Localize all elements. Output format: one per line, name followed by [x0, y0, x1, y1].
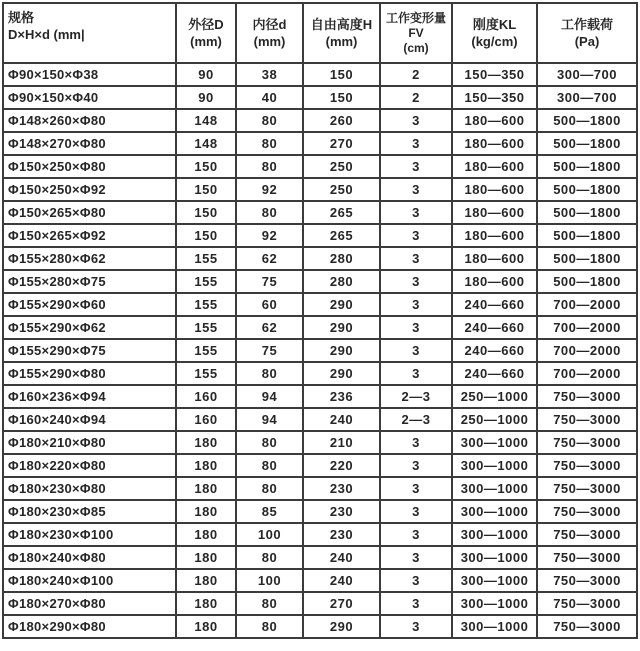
- value-cell: 80: [236, 155, 303, 178]
- value-cell: 3: [380, 569, 452, 592]
- value-cell: 85: [236, 500, 303, 523]
- column-header-6: [537, 3, 637, 63]
- spec-cell: Φ150×250×Φ92: [3, 178, 176, 201]
- value-cell: 3: [380, 339, 452, 362]
- value-cell: 2: [380, 86, 452, 109]
- value-cell: 148: [176, 109, 236, 132]
- value-cell: 150: [303, 86, 380, 109]
- value-cell: 236: [303, 385, 380, 408]
- value-cell: 300—1000: [452, 592, 537, 615]
- spec-cell: Φ90×150×Φ38: [3, 63, 176, 86]
- value-cell: 500—1800: [537, 132, 637, 155]
- column-header-2-line-1: (mm): [253, 34, 286, 49]
- value-cell: 3: [380, 132, 452, 155]
- value-cell: 500—1800: [537, 178, 637, 201]
- spec-cell: Φ155×290×Φ62: [3, 316, 176, 339]
- column-header-3: [303, 3, 380, 63]
- value-cell: 155: [176, 339, 236, 362]
- value-cell: 150: [176, 178, 236, 201]
- spec-cell: Φ150×250×Φ80: [3, 155, 176, 178]
- value-cell: 100: [236, 523, 303, 546]
- table-row: [3, 477, 637, 500]
- spec-cell: Φ155×280×Φ62: [3, 247, 176, 270]
- value-cell: 180—600: [452, 155, 537, 178]
- value-cell: 150—350: [452, 86, 537, 109]
- value-cell: 300—1000: [452, 615, 537, 638]
- value-cell: 80: [236, 431, 303, 454]
- spec-cell: Φ180×230×Φ100: [3, 523, 176, 546]
- column-header-1: [176, 3, 236, 63]
- value-cell: 240: [303, 546, 380, 569]
- column-header-6-line-0: 工作载荷: [560, 17, 613, 32]
- value-cell: 300—700: [537, 63, 637, 86]
- value-cell: 300—1000: [452, 477, 537, 500]
- value-cell: 148: [176, 132, 236, 155]
- value-cell: 180: [176, 477, 236, 500]
- value-cell: 80: [236, 132, 303, 155]
- value-cell: 750—3000: [537, 408, 637, 431]
- value-cell: 750—3000: [537, 385, 637, 408]
- spec-cell: Φ148×260×Φ80: [3, 109, 176, 132]
- value-cell: 3: [380, 155, 452, 178]
- spec-cell: Φ90×150×Φ40: [3, 86, 176, 109]
- value-cell: 180—600: [452, 247, 537, 270]
- table-row: [3, 224, 637, 247]
- value-cell: 155: [176, 293, 236, 316]
- value-cell: 75: [236, 339, 303, 362]
- value-cell: 300—1000: [452, 431, 537, 454]
- value-cell: 180: [176, 454, 236, 477]
- column-header-4-line-2: (cm): [403, 40, 429, 55]
- value-cell: 250—1000: [452, 408, 537, 431]
- value-cell: 300—1000: [452, 569, 537, 592]
- column-header-2-line-0: 内径d: [252, 17, 287, 32]
- value-cell: 750—3000: [537, 500, 637, 523]
- table-row: [3, 178, 637, 201]
- spec-cell: Φ180×230×Φ85: [3, 500, 176, 523]
- value-cell: 500—1800: [537, 155, 637, 178]
- value-cell: 150—350: [452, 63, 537, 86]
- value-cell: 3: [380, 201, 452, 224]
- value-cell: 3: [380, 431, 452, 454]
- value-cell: 3: [380, 224, 452, 247]
- spec-cell: Φ155×290×Φ75: [3, 339, 176, 362]
- value-cell: 750—3000: [537, 454, 637, 477]
- value-cell: 750—3000: [537, 546, 637, 569]
- spec-cell: Φ180×210×Φ80: [3, 431, 176, 454]
- value-cell: 500—1800: [537, 109, 637, 132]
- value-cell: 3: [380, 178, 452, 201]
- value-cell: 265: [303, 224, 380, 247]
- value-cell: 230: [303, 500, 380, 523]
- value-cell: 155: [176, 362, 236, 385]
- value-cell: 180—600: [452, 178, 537, 201]
- value-cell: 700—2000: [537, 316, 637, 339]
- table-row: [3, 569, 637, 592]
- value-cell: 290: [303, 293, 380, 316]
- header-row: [3, 3, 637, 63]
- value-cell: 3: [380, 109, 452, 132]
- value-cell: 80: [236, 477, 303, 500]
- value-cell: 500—1800: [537, 201, 637, 224]
- table-row: [3, 247, 637, 270]
- value-cell: 3: [380, 500, 452, 523]
- spec-cell: Φ148×270×Φ80: [3, 132, 176, 155]
- value-cell: 240—660: [452, 293, 537, 316]
- value-cell: 40: [236, 86, 303, 109]
- table-row: [3, 362, 637, 385]
- value-cell: 2: [380, 63, 452, 86]
- table-row: [3, 385, 637, 408]
- value-cell: 230: [303, 523, 380, 546]
- value-cell: 300—1000: [452, 546, 537, 569]
- column-header-5: [452, 3, 537, 63]
- value-cell: 3: [380, 247, 452, 270]
- value-cell: 80: [236, 109, 303, 132]
- column-header-2: [236, 3, 303, 63]
- spec-cell: Φ180×240×Φ100: [3, 569, 176, 592]
- value-cell: 750—3000: [537, 569, 637, 592]
- value-cell: 3: [380, 615, 452, 638]
- value-cell: 300—1000: [452, 500, 537, 523]
- value-cell: 180—600: [452, 109, 537, 132]
- value-cell: 180: [176, 592, 236, 615]
- spec-cell: Φ160×240×Φ94: [3, 408, 176, 431]
- value-cell: 160: [176, 385, 236, 408]
- spec-cell: Φ155×290×Φ60: [3, 293, 176, 316]
- value-cell: 180: [176, 523, 236, 546]
- value-cell: 3: [380, 454, 452, 477]
- value-cell: 240—660: [452, 316, 537, 339]
- value-cell: 290: [303, 339, 380, 362]
- spec-cell: Φ150×265×Φ80: [3, 201, 176, 224]
- value-cell: 700—2000: [537, 293, 637, 316]
- value-cell: 90: [176, 63, 236, 86]
- value-cell: 240: [303, 569, 380, 592]
- value-cell: 155: [176, 247, 236, 270]
- value-cell: 3: [380, 293, 452, 316]
- value-cell: 280: [303, 270, 380, 293]
- column-header-0-line-0: 规格: [8, 10, 35, 25]
- value-cell: 180: [176, 615, 236, 638]
- value-cell: 290: [303, 362, 380, 385]
- value-cell: 3: [380, 592, 452, 615]
- value-cell: 230: [303, 477, 380, 500]
- value-cell: 180—600: [452, 224, 537, 247]
- value-cell: 80: [236, 615, 303, 638]
- table-row: [3, 63, 637, 86]
- value-cell: 750—3000: [537, 431, 637, 454]
- column-header-3-line-0: 自由高度H: [310, 17, 373, 32]
- value-cell: 180: [176, 431, 236, 454]
- column-header-1-line-0: 外径D: [188, 17, 224, 32]
- table-header: [3, 3, 637, 63]
- column-header-1-line-1: (mm): [190, 34, 222, 49]
- value-cell: 250—1000: [452, 385, 537, 408]
- value-cell: 300—1000: [452, 523, 537, 546]
- column-header-6-line-1: (Pa): [574, 34, 600, 49]
- value-cell: 90: [176, 86, 236, 109]
- value-cell: 150: [176, 224, 236, 247]
- value-cell: 155: [176, 270, 236, 293]
- value-cell: 92: [236, 224, 303, 247]
- value-cell: 750—3000: [537, 592, 637, 615]
- value-cell: 62: [236, 247, 303, 270]
- value-cell: 500—1800: [537, 247, 637, 270]
- table-row: [3, 339, 637, 362]
- value-cell: 750—3000: [537, 477, 637, 500]
- value-cell: 300—700: [537, 86, 637, 109]
- value-cell: 3: [380, 362, 452, 385]
- value-cell: 500—1800: [537, 224, 637, 247]
- value-cell: 270: [303, 132, 380, 155]
- value-cell: 210: [303, 431, 380, 454]
- table-row: [3, 270, 637, 293]
- value-cell: 180—600: [452, 132, 537, 155]
- value-cell: 80: [236, 454, 303, 477]
- value-cell: 500—1800: [537, 270, 637, 293]
- table-row: [3, 86, 637, 109]
- value-cell: 180: [176, 569, 236, 592]
- table-row: [3, 155, 637, 178]
- value-cell: 240—660: [452, 362, 537, 385]
- table-row: [3, 132, 637, 155]
- value-cell: 290: [303, 316, 380, 339]
- value-cell: 700—2000: [537, 339, 637, 362]
- value-cell: 180—600: [452, 201, 537, 224]
- table-row: [3, 408, 637, 431]
- value-cell: 180: [176, 546, 236, 569]
- spec-cell: Φ180×290×Φ80: [3, 615, 176, 638]
- spec-cell: Φ160×236×Φ94: [3, 385, 176, 408]
- value-cell: 290: [303, 615, 380, 638]
- value-cell: 240—660: [452, 339, 537, 362]
- table-row: [3, 293, 637, 316]
- value-cell: 75: [236, 270, 303, 293]
- value-cell: 155: [176, 316, 236, 339]
- spec-cell: Φ180×230×Φ80: [3, 477, 176, 500]
- value-cell: 3: [380, 477, 452, 500]
- value-cell: 2—3: [380, 408, 452, 431]
- value-cell: 94: [236, 385, 303, 408]
- value-cell: 80: [236, 546, 303, 569]
- value-cell: 80: [236, 201, 303, 224]
- value-cell: 180—600: [452, 270, 537, 293]
- value-cell: 180: [176, 500, 236, 523]
- value-cell: 2—3: [380, 385, 452, 408]
- spec-cell: Φ180×240×Φ80: [3, 546, 176, 569]
- table-row: [3, 201, 637, 224]
- value-cell: 220: [303, 454, 380, 477]
- value-cell: 80: [236, 592, 303, 615]
- value-cell: 700—2000: [537, 362, 637, 385]
- value-cell: 3: [380, 270, 452, 293]
- column-header-5-line-0: 刚度KL: [472, 17, 517, 32]
- table-row: [3, 615, 637, 638]
- spec-cell: Φ155×290×Φ80: [3, 362, 176, 385]
- value-cell: 265: [303, 201, 380, 224]
- value-cell: 250: [303, 155, 380, 178]
- spec-cell: Φ180×220×Φ80: [3, 454, 176, 477]
- table-row: [3, 109, 637, 132]
- value-cell: 100: [236, 569, 303, 592]
- value-cell: 3: [380, 316, 452, 339]
- value-cell: 80: [236, 362, 303, 385]
- table-row: [3, 592, 637, 615]
- spec-cell: Φ150×265×Φ92: [3, 224, 176, 247]
- column-header-0: [3, 3, 176, 63]
- spec-table: [2, 2, 638, 639]
- value-cell: 160: [176, 408, 236, 431]
- value-cell: 62: [236, 316, 303, 339]
- value-cell: 250: [303, 178, 380, 201]
- value-cell: 92: [236, 178, 303, 201]
- table-row: [3, 546, 637, 569]
- column-header-4: [380, 3, 452, 63]
- value-cell: 150: [303, 63, 380, 86]
- spec-cell: Φ180×270×Φ80: [3, 592, 176, 615]
- value-cell: 3: [380, 546, 452, 569]
- value-cell: 300—1000: [452, 454, 537, 477]
- table-row: [3, 523, 637, 546]
- column-header-4-line-0: 工作变形量: [385, 10, 446, 25]
- table-row: [3, 316, 637, 339]
- column-header-3-line-1: (mm): [325, 34, 358, 49]
- table-row: [3, 454, 637, 477]
- column-header-4-line-1: FV: [408, 25, 424, 40]
- value-cell: 260: [303, 109, 380, 132]
- value-cell: 3: [380, 523, 452, 546]
- value-cell: 60: [236, 293, 303, 316]
- spec-cell: Φ155×280×Φ75: [3, 270, 176, 293]
- value-cell: 150: [176, 155, 236, 178]
- column-header-0-line-1: D×H×d (mm|: [8, 27, 85, 42]
- value-cell: 94: [236, 408, 303, 431]
- value-cell: 270: [303, 592, 380, 615]
- value-cell: 750—3000: [537, 615, 637, 638]
- value-cell: 150: [176, 201, 236, 224]
- table-body: [3, 63, 637, 638]
- value-cell: 750—3000: [537, 523, 637, 546]
- value-cell: 240: [303, 408, 380, 431]
- value-cell: 280: [303, 247, 380, 270]
- table-row: [3, 500, 637, 523]
- table-row: [3, 431, 637, 454]
- value-cell: 38: [236, 63, 303, 86]
- column-header-5-line-1: (kg/cm): [471, 34, 518, 49]
